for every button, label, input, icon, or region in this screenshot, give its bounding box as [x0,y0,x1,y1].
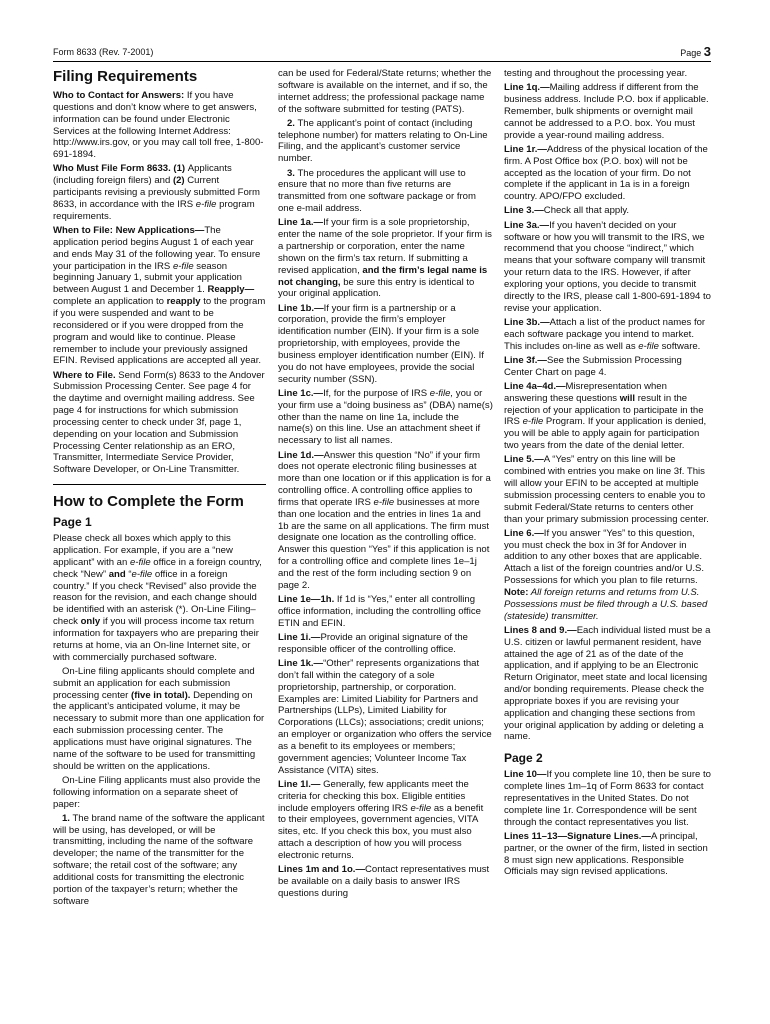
header-rule [53,61,711,62]
paragraph-line-3a: Line 3a.—If you haven’t decided on your software or how you will transmit to the IRS, we recommend that you choose “indirect,” which means that your software company will transmit your return data to the IRS. However, if after exploring your options, you decide to transmit directly to the IRS, please call 1-800-691-1894 to revise your application. [504,219,711,314]
paragraph-continued-3: testing and throughout the processing year. [504,68,688,79]
paragraph-who-to-contact: Who to Contact for Answers: If you have questions and don’t know where to get answers, information can be found under Electronic Services at the following Internet Address: http://www.irs.gov, or you may call toll free, 1-800-691-1894. [53,90,264,161]
section-divider [53,484,266,485]
paragraph-line-3: Line 3.—Check all that apply. [504,205,630,217]
paragraph-line-1a: Line 1a.—If your firm is a sole proprietorship, enter the name of the sole proprietor. If your firm is a partnership or corporation, enter the name shown on the firm’s tax return. If submitting a revised application, and the firm’s legal name is not changing, be sure this entry is identical to your original application. [278,217,492,300]
paragraph-where-to-file: Where to File. Send Form(s) 8633 to the Andover Submission Processing Center. See page 4 for the daytime and overnight mailing address. See page 4 for instructions for which submission processing center to check under 3f, page 1, depending on your location and Submission Processing Center relationship as an ERO, Transmitter, Intermediate Service Provider, Software Developer, or On-Line Transmitter. [53,369,265,476]
paragraph-lines-1m-1o: Lines 1m and 1o.—Contact representatives must be available on a daily basis to answer IRS questions during [278,864,490,899]
paragraph-item-3: 3. The procedures the applicant will use to ensure that no more than five returns are transmitted from one software package or from one e-mail address. [278,167,476,215]
paragraph-line-1c: Line 1c.—If, for the purpose of IRS e-file, you or your firm use a “doing business as” (DBA) name(s) other than the name on line 1a, include the name(s) on this line. Use an attachment sheet if necessary to list all names. [278,387,493,447]
paragraph-line-5: Line 5.—A “Yes” entry on this line will be combined with entries you make on line 3f. This will allow your EFIN to be accepted at multiple submission processing centers to enable you to submit Federal/State returns to centers other than your primary submission processing center. [504,454,709,525]
paragraph-page-1-instructions: Please check all boxes which apply to this application. For example, if you are a “new applicant” with an e-file office in a foreign country, check “New” and “e-file office in a foreign country.” If you check “Revised” also provide the reason for the revision, and each change should be identified with an asterisk (*). On-Line Filing–check only if you will process income tax return information for taxpayers who are preparing their returns at home, via an On-line Internet site, or with commercially purchased software. [53,533,262,663]
paragraph-line-1d: Line 1d.—Answer this question “No” if your firm does not operate electronic filing businesses at more than one location or if this application is for a controlling office. A controlling office applies to firms that operate IRS e-file businesses at more than one location and the entries in lines 1a and 1b are the same on all applications. The firm must designate one location as the controlling office. Answer this question “Yes” if this application is not for a controlling office and complete lines 1e–1j and the rest of the form including section 9 on page 2. [278,449,491,591]
subheading-page-2: Page 2 [504,751,543,766]
paragraph-continued: can be used for Federal/State returns; whether the software is available on the internet, and if so, the internet address; the professional package name of the software submitted for testing (PATS). [278,68,492,115]
paragraph-when-to-file: When to File: New Applications—The application period begins August 1 of each year and ends May 31 of the following year. To ensure your participation in the IRS e-file season beginning January 1, submit your application between August 1 and December 1. Reapply—complete an application to reapply to the program if you were suspended and want to be reconsidered or if you were dropped from the program and would like to continue. Please remember to include your previously assigned EFIN. Revised applications are accepted all year. [53,225,266,367]
paragraph-item-1: 1. The brand name of the software the applicant will be using, has developed, or will be transmitting, including the name of the software developer; the name of the transmitter for the software; the retail cost of the software; any additional costs for transmitting the electronic portion of the taxpayer’s return; whether the software [53,812,265,907]
paragraph-line-6: Line 6.—If you answer “Yes” to this question, you must check the box in 3f for Andover in addition to any other boxes that are applicable. Attach a list of the foreign countries and/or U.S. Possessions for which you plan to file returns. Note: All foreign returns and returns from U.S. Possessions must be filed through a U.S. based (stateside) transmitter. [504,527,708,622]
column-3 [504,68,712,881]
paragraph-item-2: 2. The applicant’s point of contact (including telephone number) for matters relating to On-Line Filing, and the applicant’s customer service number. [278,117,488,165]
paragraph-line-1q: Line 1q.—Mailing address if different from the business address. Include P.O. box if applicable. Remember, bulk shipments or overnight mail cannot be addressed to a P.O. box. You must provide a year-round mailing address. [504,82,709,141]
section-heading-filing-requirements: Filing Requirements [53,68,198,85]
paragraph-online-info: On-Line Filing applicants must also provide the following information on a separate sheet of paper: [53,774,261,810]
paragraph-line-1r: Line 1r.—Address of the physical location of the firm. A Post Office box (P.O. box) will not be accepted as the location of your firm. Do not complete if the applicant in 1a is in a foreign country. APO/FPO excluded. [504,143,708,203]
paragraph-line-3f: Line 3f.—See the Submission Processing Center Chart on page 4. [504,354,682,378]
paragraph-line-1e-1h: Line 1e—1h. If 1d is “Yes,” enter all controlling office information, including the controlling office ETIN and EFIN. [278,594,481,629]
paragraph-line-10: Line 10—If you complete line 10, then be sure to complete lines 1m–1q of Form 8633 for contact representatives in the United States. Do not complete line 1r. Correspondence will be sent through the contact representatives you list. [504,769,711,828]
page-number: Page 3 [680,44,711,59]
form-id: Form 8633 (Rev. 7-2001) [53,47,154,57]
paragraph-line-1k: Line 1k.—“Other” represents organizations that don’t fall within the category of a sole proprietorship, partnership, or corporation. Examples are: Limited Liability for Partners and Partnerships (LLPs), Limited Liability for Corporations (LLCs); associations; credit unions; an employer or organization who offers the service as a benefit to its employees or members; government agencies; Volunteer Income Tax Assistance (VITA) sites. [278,658,492,776]
section-heading-how-to-complete: How to Complete the Form [53,493,244,511]
paragraph-lines-11-13: Lines 11–13—Signature Lines.—A principal, partner, or the owner of the firm, listed in section 8 must sign new applications. Responsible Officials may sign revised applications. [504,830,708,878]
subheading-page-1: Page 1 [53,515,92,530]
paragraph-line-3b: Line 3b.—Attach a list of the product names for each software package you intend to market. This includes on-line as well as e-file software. [504,316,706,352]
page-header [53,44,711,60]
paragraph-lines-8-9: Lines 8 and 9.—Each individual listed must be a U.S. citizen or lawful permanent resident, have attained the age of 21 as of the date of the application, and if applying to be an Electronic Return Originator, meet state and local licensing and/or bonding requirements. Please check the appropriate boxes if you are revising your application and changing these sections from your original application by adding or deleting a name. [504,624,711,743]
paragraph-line-1b: Line 1b.—If your firm is a partnership or a corporation, provide the firm’s employer identification number (EIN). If your firm is a sole proprietorship, with employees, provide the business employer identification number (EIN). If you do not have employees, provide the social security number (SSN). [278,302,484,385]
paragraph-online-filing: On-Line filing applicants should complete and submit an application for each submission processing center (five in total). Depending on the applicant’s anticipated volume, it may be necessary to submit more than one application for each submission processing center. The applications must have original signatures. The name of the software to be used for transmitting should be written on the applications. [53,665,265,772]
paragraph-line-1l: Line 1l.— Generally, few applicants meet the criteria for checking this box. Eligible entities include employers offering IRS e-file as a benefit to their employees, government agencies, VITA sites, etc. If you check this box, you must also attach a description of how you will process electronic returns. [278,778,484,861]
paragraph-who-must-file: Who Must File Form 8633. (1) Applicants (including foreign filers) and (2) Current participants revising a previously submitted Form 8633, in accordance with the IRS e-file program requirements. [53,163,260,222]
column-2 [278,68,493,902]
paragraph-line-4a-4d: Line 4a–4d.—Misrepresentation when answering these questions will result in the rejection of your application to participate in the IRS e-file Program. If your application is denied, you will be able to apply again for participation two years from the date of the denial letter. [504,380,707,452]
paragraph-line-1i: Line 1i.—Provide an original signature of the responsible officer of the controlling office. [278,631,468,655]
column-1 [53,68,266,910]
